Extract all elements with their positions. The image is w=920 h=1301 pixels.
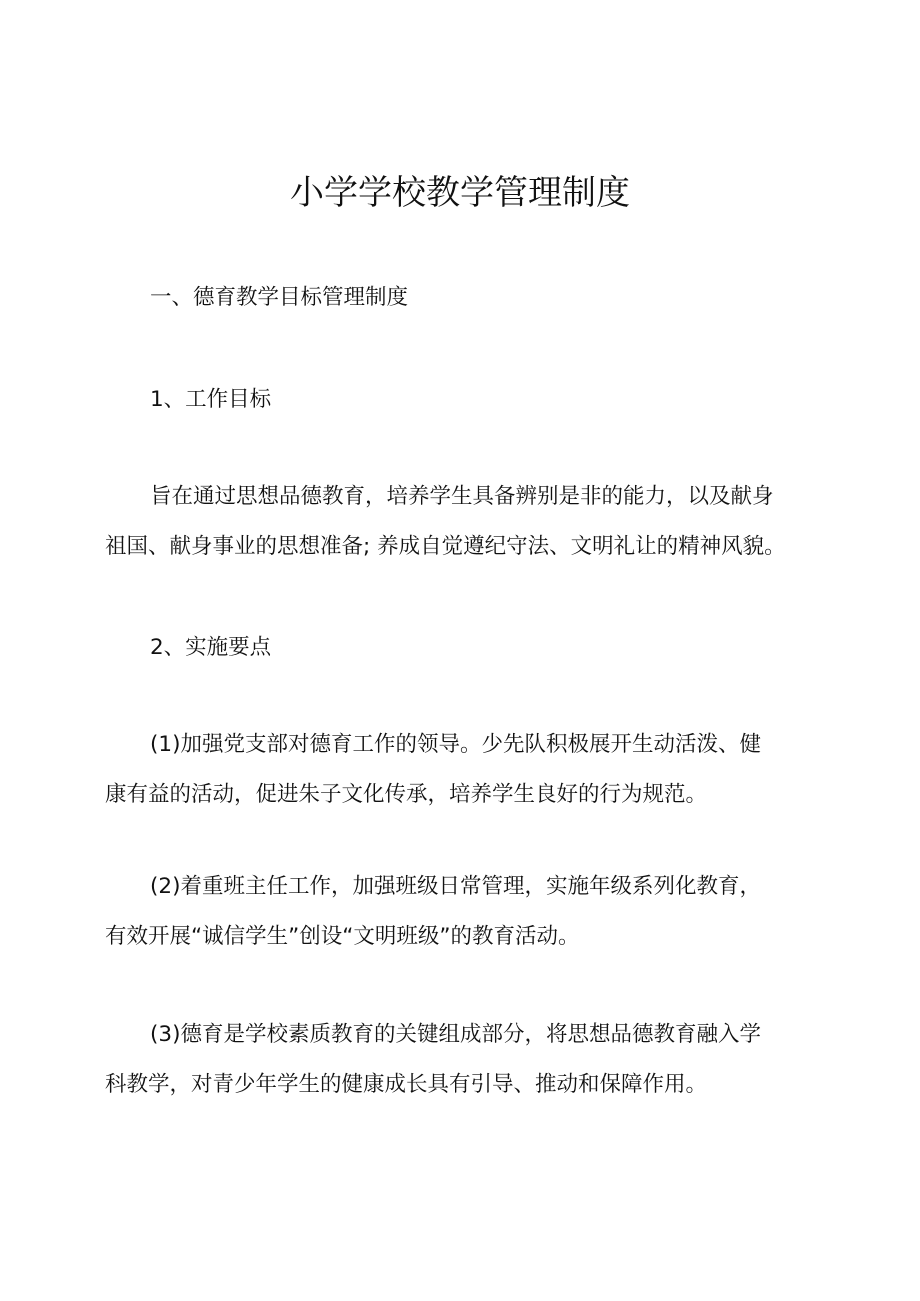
paragraph-line: 有效开展“诚信学生”创设“文明班级”的教育活动。 xyxy=(105,924,580,949)
subheading-implementation-points: 2、实施要点 xyxy=(150,635,272,660)
document-title: 小学学校教学管理制度 xyxy=(290,173,630,213)
section-heading-moral-education: 一、德育教学目标管理制度 xyxy=(150,285,409,310)
paragraph-line: (3)德育是学校素质教育的关键组成部分，将思想品德教育融入学 xyxy=(150,1022,761,1047)
paragraph-line: 旨在通过思想品德教育，培养学生具备辨别是非的能力，以及献身 xyxy=(150,484,774,509)
paragraph-point-2 xyxy=(105,862,825,962)
paragraph-line: (2)着重班主任工作，加强班级日常管理，实施年级系列化教育， xyxy=(150,874,761,899)
paragraph-work-goals xyxy=(105,472,825,572)
paragraph-line: 科教学，对青少年学生的健康成长具有引导、推动和保障作用。 xyxy=(105,1072,708,1097)
paragraph-line: (1)加强党支部对德育工作的领导。少先队积极展开生动活泼、健 xyxy=(150,732,761,757)
subheading-work-goals: 1、工作目标 xyxy=(150,387,272,412)
paragraph-line: 康有益的活动，促进朱子文化传承，培养学生良好的行为规范。 xyxy=(105,782,708,807)
paragraph-line: 祖国、献身事业的思想准备; 养成自觉遵纪守法、文明礼让的精神风貌。 xyxy=(105,534,786,559)
paragraph-point-1 xyxy=(105,720,825,820)
paragraph-point-3 xyxy=(105,1010,825,1110)
